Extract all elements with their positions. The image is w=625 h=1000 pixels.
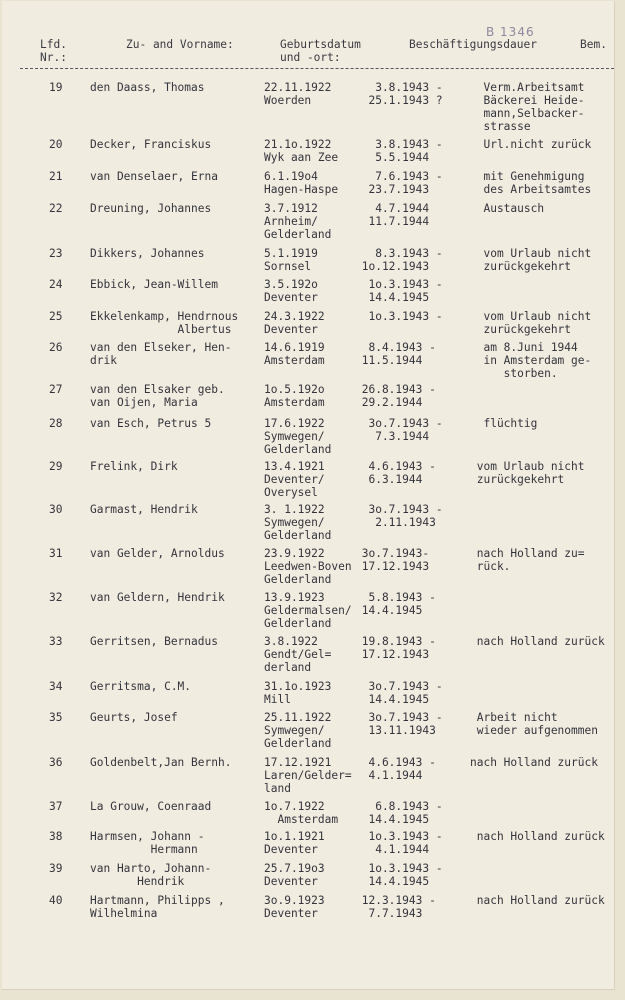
- row-birth: 5.1.1919 Sornsel: [264, 247, 318, 273]
- row-remarks: Arbeit nicht wieder aufgenommen: [476, 711, 598, 737]
- row-remarks: Austausch: [470, 202, 545, 215]
- row-number: 37: [49, 800, 63, 813]
- row-name: Dreuning, Johannes: [90, 202, 212, 215]
- row-employment: 3.8.1943 - 25.1.1943 ?: [368, 81, 443, 107]
- header-birth: Geburtsdatum und -ort:: [280, 38, 361, 64]
- row-number: 30: [49, 503, 63, 516]
- row-birth: 17.6.1922 Symwegen/ Gelderland: [264, 417, 332, 456]
- row-number: 29: [49, 460, 63, 473]
- row-number: 25: [49, 310, 63, 323]
- row-name: Garmast, Hendrik: [90, 503, 198, 516]
- row-remarks: nach Holland zurück: [470, 635, 605, 648]
- row-name: Ebbick, Jean-Willem: [90, 278, 218, 291]
- row-remarks: am 8.Juni 1944 in Amsterdam ge- storben.: [483, 341, 592, 380]
- row-name: Dikkers, Johannes: [90, 247, 205, 260]
- row-birth: 25.7.19o3 Deventer: [264, 862, 325, 888]
- row-number: 22: [49, 202, 63, 215]
- header-employment: Beschäftigungsdauer: [409, 38, 537, 51]
- row-employment: 3o.7.1943 - 14.4.1945: [368, 680, 443, 706]
- row-name: Frelink, Dirk: [90, 460, 178, 473]
- row-number: 28: [49, 417, 63, 430]
- row-number: 31: [49, 547, 63, 560]
- header-name: Zu- and Vorname:: [126, 38, 234, 51]
- row-birth: 3o.9.1923 Deventer: [264, 894, 325, 920]
- row-name: van Geldern, Hendrik: [90, 591, 225, 604]
- row-birth: 1o.1.1921 Deventer: [264, 830, 325, 856]
- row-employment: 26.8.1943 - 29.2.1944: [361, 383, 436, 409]
- row-employment: 8.3.1943 - 1o.12.1943: [361, 247, 443, 273]
- row-name: Geurts, Josef: [90, 711, 178, 724]
- row-employment: 8.4.1943 - 11.5.1944: [361, 341, 436, 367]
- row-number: 33: [49, 635, 63, 648]
- row-name: Goldenbelt,Jan Bernh.: [90, 756, 232, 769]
- row-remarks: vom Urlaub nicht zurückgekehrt: [483, 247, 592, 273]
- row-employment: 1o.3.1943 -: [355, 310, 443, 323]
- row-name: van Denselaer, Erna: [90, 170, 218, 183]
- row-birth: 3.5.192o Deventer: [264, 278, 318, 304]
- row-number: 27: [49, 383, 63, 396]
- row-name: Harmsen, Johann - Hermann: [90, 830, 205, 856]
- row-remarks: nach Holland zurück: [470, 830, 605, 843]
- row-employment: 3o.7.1943- 17.12.1943: [361, 547, 430, 573]
- row-number: 24: [49, 278, 63, 291]
- row-name: den Daass, Thomas: [90, 81, 205, 94]
- row-remarks: mit Genehmigung des Arbeitsamtes: [483, 170, 592, 196]
- row-number: 38: [49, 830, 63, 843]
- row-birth: 3.7.1912 Arnheim/ Gelderland: [264, 202, 332, 241]
- row-birth: 24.3.1922 Deventer: [264, 310, 325, 336]
- row-birth: 1o.5.192o Amsterdam: [264, 383, 325, 409]
- row-birth: 22.11.1922 Woerden: [264, 81, 332, 107]
- row-name: van den Elseker, Hen- drik: [90, 341, 232, 367]
- row-birth: 3. 1.1922 Symwegen/ Gelderland: [264, 503, 332, 542]
- row-remarks: vom Urlaub nicht zurückgekehrt: [476, 460, 585, 486]
- row-number: 20: [49, 138, 63, 151]
- row-employment: 1o.3.1943 - 14.4.1945: [368, 862, 443, 888]
- row-remarks: Url.nicht zurück: [470, 138, 592, 151]
- row-number: 19: [49, 81, 63, 94]
- row-employment: 3o.7.1943 - 13.11.1943: [368, 711, 443, 737]
- row-birth: 25.11.1922 Symwegen/ Gelderland: [264, 711, 332, 750]
- row-number: 34: [49, 680, 63, 693]
- archive-annotation: B 1346: [486, 25, 535, 39]
- row-name: Hartmann, Philipps , Wilhelmina: [90, 894, 225, 920]
- row-birth: 21.1o.1922 Wyk aan Zee: [264, 138, 339, 164]
- row-number: 21: [49, 170, 63, 183]
- row-employment: 3o.7.1943 - 7.3.1944: [368, 417, 443, 443]
- row-remarks: nach Holland zurück: [470, 894, 605, 907]
- row-remarks: nach Holland zu= rück.: [476, 547, 585, 573]
- row-employment: 7.6.1943 - 23.7.1943: [368, 170, 443, 196]
- row-birth: 13.4.1921 Deventer/ Overysel: [264, 460, 325, 499]
- row-name: Gerritsma, C.M.: [90, 680, 192, 693]
- row-birth: 17.12.1921 Laren/Gelder= land: [264, 756, 352, 795]
- row-number: 23: [49, 247, 63, 260]
- row-birth: 31.1o.1923 Mill: [264, 680, 332, 706]
- row-name: van den Elsaker geb. van Oijen, Maria: [90, 383, 225, 409]
- row-birth: 13.9.1923 Geldermalsen/ Gelderland: [264, 591, 352, 630]
- row-name: Decker, Franciskus: [90, 138, 212, 151]
- row-employment: 1o.3.1943 - 4.1.1944: [368, 830, 443, 856]
- row-number: 36: [49, 756, 63, 769]
- row-remarks: vom Urlaub nicht zurückgekehrt: [483, 310, 592, 336]
- header-remarks: Bem.: [580, 38, 607, 51]
- row-employment: 19.8.1943 - 17.12.1943: [361, 635, 436, 661]
- row-birth: 1o.7.1922 Amsterdam: [264, 800, 339, 826]
- row-number: 32: [49, 591, 63, 604]
- row-employment: 3.8.1943 - 5.5.1944: [375, 138, 443, 164]
- row-number: 26: [49, 341, 63, 354]
- row-birth: 6.1.19o4 Hagen-Haspe: [264, 170, 339, 196]
- row-birth: 23.9.1922 Leedwen-Boven Gelderland: [264, 547, 352, 586]
- document-page: [2, 1, 615, 990]
- row-employment: 4.6.1943 - 4.1.1944: [368, 756, 436, 782]
- row-remarks: flüchtig: [470, 417, 538, 430]
- row-number: 40: [49, 894, 63, 907]
- row-name: Gerritsen, Bernadus: [90, 635, 218, 648]
- row-birth: 14.6.1919 Amsterdam: [264, 341, 325, 367]
- row-employment: 1o.3.1943 - 14.4.1945: [368, 278, 443, 304]
- row-birth: 3.8.1922 Gendt/Gel= derland: [264, 635, 332, 674]
- row-employment: 4.6.1943 - 6.3.1944: [368, 460, 436, 486]
- header-nr: Lfd. Nr.:: [40, 38, 67, 64]
- row-number: 39: [49, 862, 63, 875]
- row-employment: 6.8.1943 - 14.4.1945: [368, 800, 443, 826]
- header-divider: [20, 68, 614, 69]
- row-remarks: Verm.Arbeitsamt Bäckerei Heide- mann,Selbacker- strasse: [483, 81, 585, 133]
- row-name: Ekkelenkamp, Hendrnous Albertus: [90, 310, 239, 336]
- row-name: van Esch, Petrus 5: [90, 417, 212, 430]
- row-employment: 3o.7.1943 - 2.11.1943: [368, 503, 443, 529]
- row-employment: 4.7.1944 11.7.1944: [368, 202, 430, 228]
- row-name: La Grouw, Coenraad: [90, 800, 212, 813]
- row-employment: 5.8.1943 - 14.4.1945: [361, 591, 436, 617]
- row-employment: 12.3.1943 - 7.7.1943: [361, 894, 436, 920]
- row-number: 35: [49, 711, 63, 724]
- row-name: van Gelder, Arnoldus: [90, 547, 225, 560]
- row-name: van Harto, Johann- Hendrik: [90, 862, 212, 888]
- row-remarks: nach Holland zurück: [470, 756, 598, 769]
